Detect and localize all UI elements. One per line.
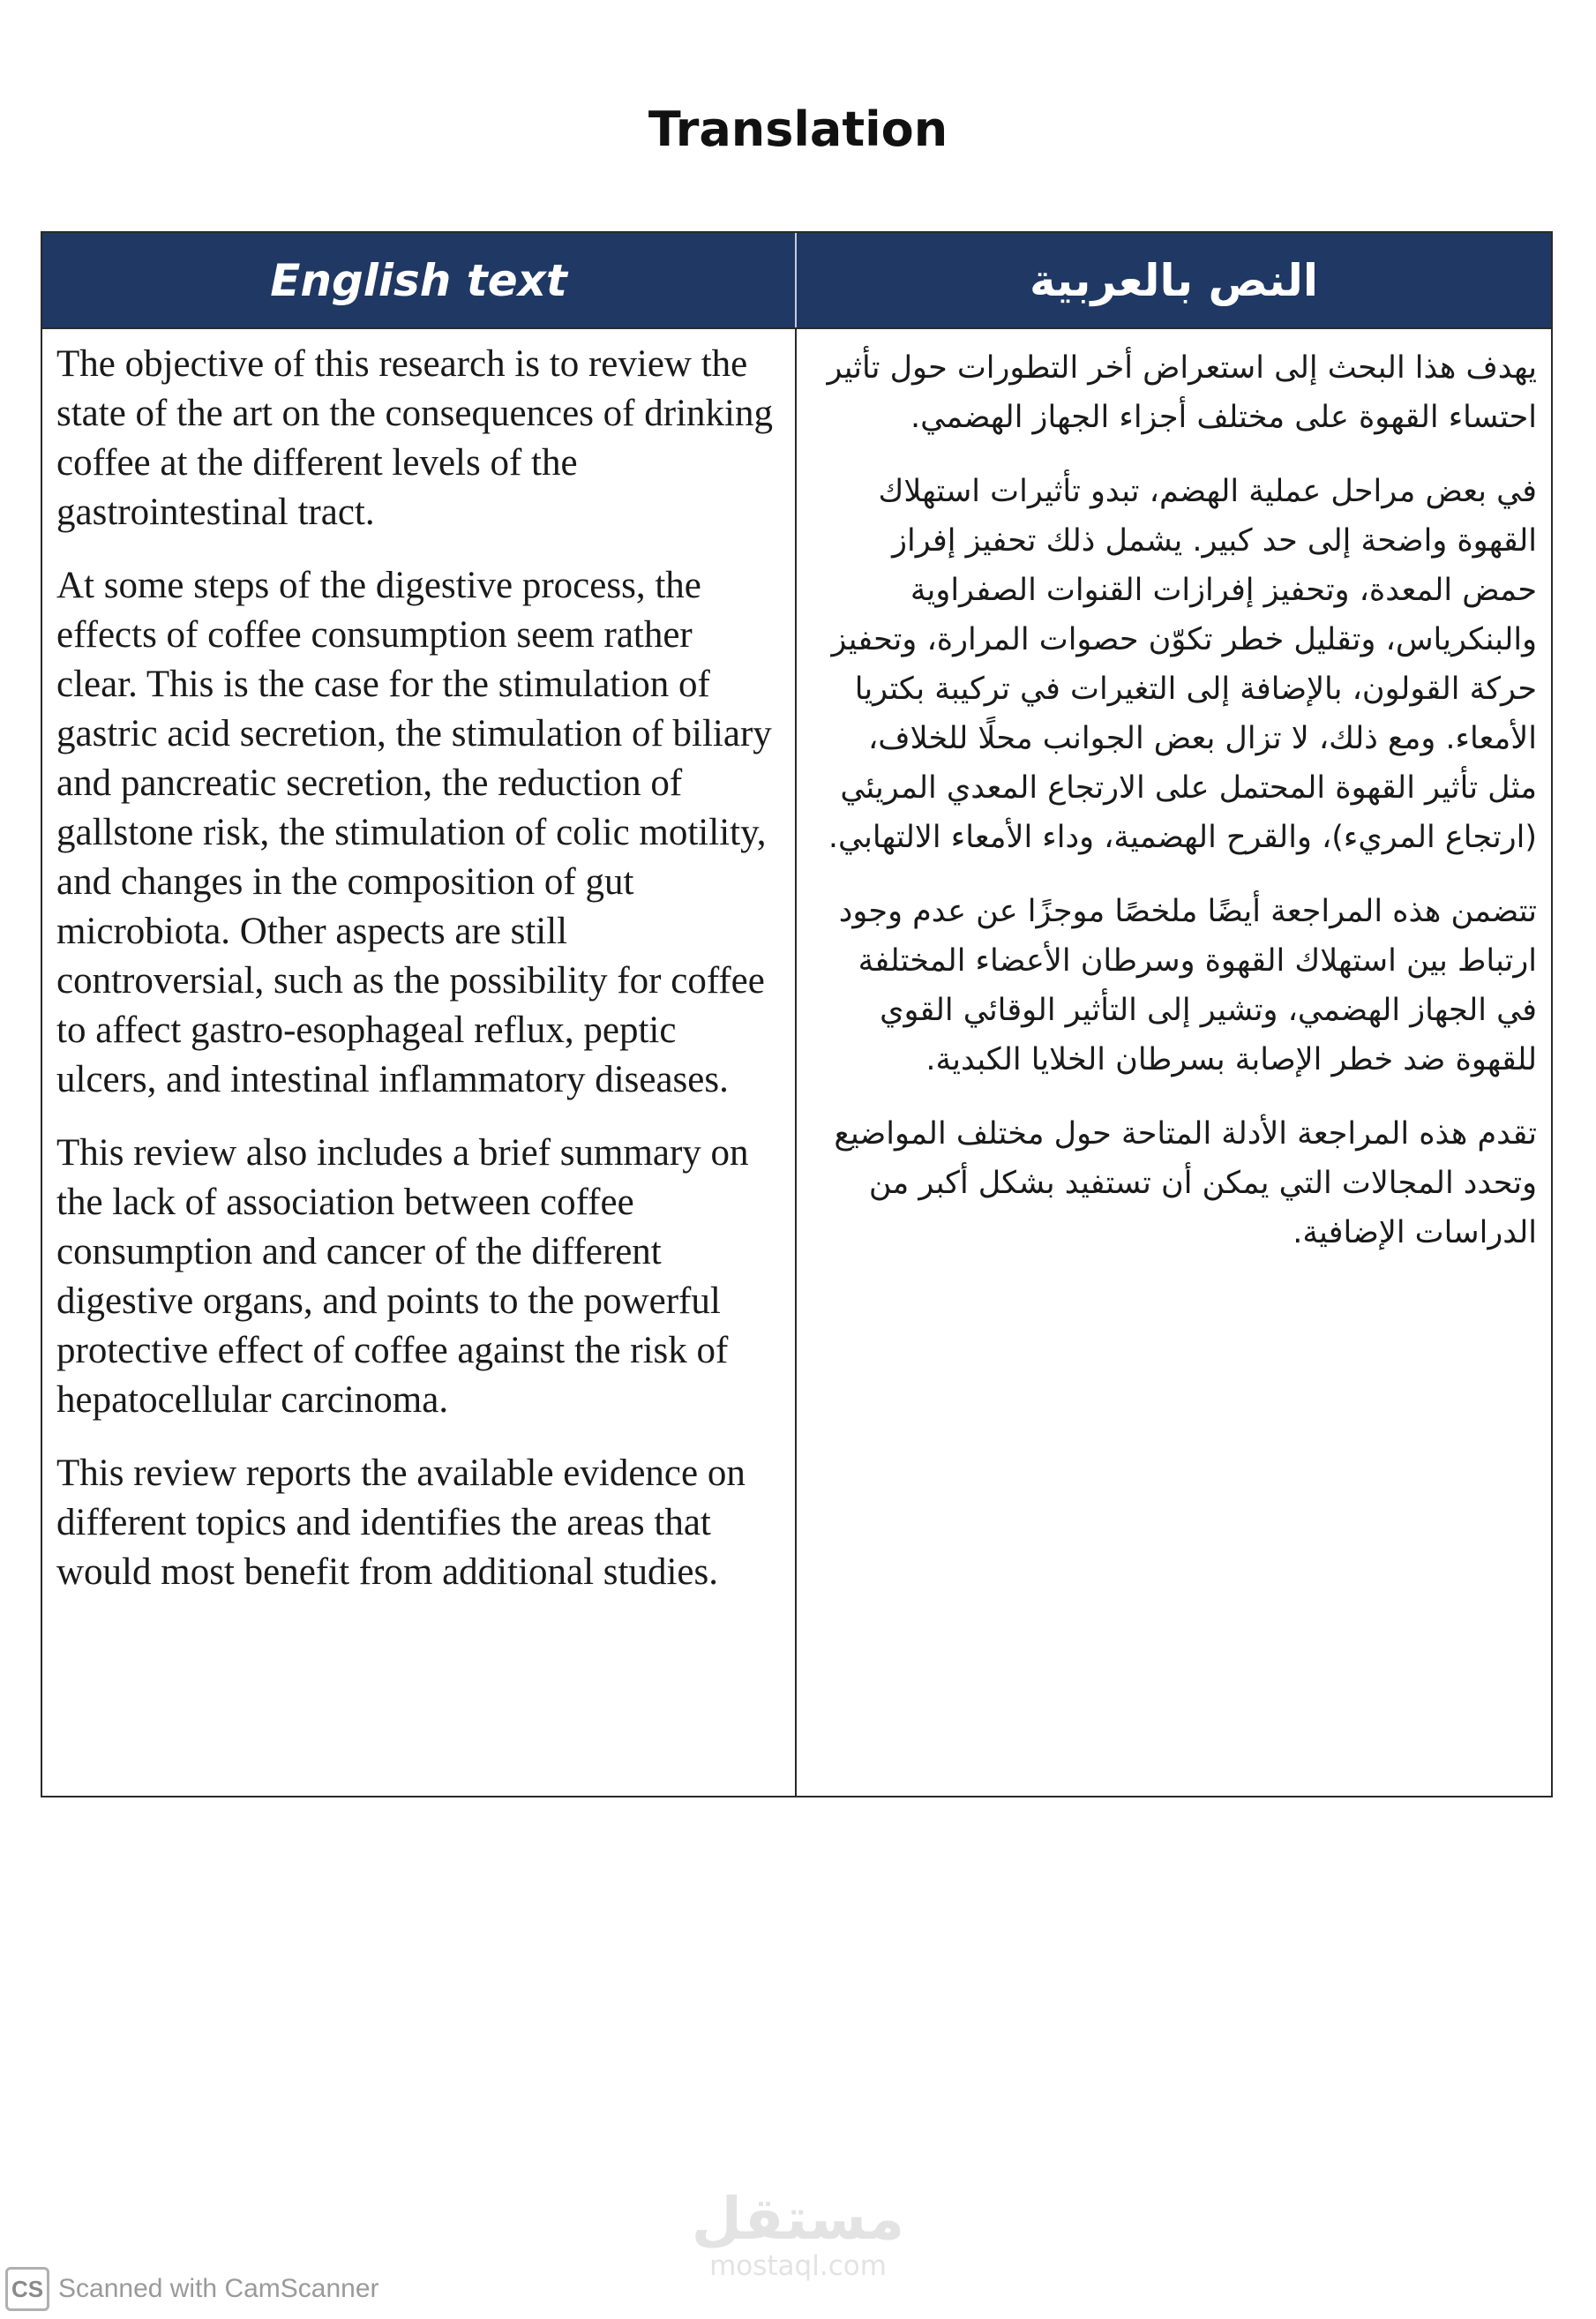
arabic-column-header: النص بالعربية <box>1029 254 1319 306</box>
camscanner-footer <box>5 2267 379 2311</box>
arabic-paragraph: يهدف هذا البحث إلى استعراض أخر التطورات حول تأثير احتساء القهوة على مختلف أجزاء الجهاز الهضمي. <box>827 350 1537 435</box>
english-paragraph: This review also includes a brief summary on the lack of association between coffee consumption and cancer of the different digestive organs, and points to the powerful protective effect of coffee against the risk of hepatocellular carcinoma. <box>56 1132 749 1421</box>
arabic-text-cell <box>797 329 1551 1796</box>
arabic-paragraph: تقدم هذه المراجعة الأدلة المتاحة حول مختلف المواضيع وتحدد المجالات التي يمكن أن تستفيد بشكل أكبر من الدراسات الإضافية. <box>834 1116 1537 1250</box>
arabic-paragraph: تتضمن هذه المراجعة أيضًا ملخصًا موجزًا عن عدم وجود ارتباط بين استهلاك القهوة وسرطان الأعضاء المختلفة في الجهاز الهضمي، وتشير إلى التأثير الوقائي القوي للقهوة ضد خطر الإصابة بسرطان الخلايا الكبدية. <box>838 894 1537 1077</box>
table-header-row <box>42 233 1551 327</box>
table-body-row <box>42 327 1551 1796</box>
watermark-arabic: مستقل <box>691 2185 905 2253</box>
camscanner-label: Scanned with CamScanner <box>58 2274 379 2303</box>
english-text-cell <box>42 329 797 1796</box>
watermark-url: mostaql.com <box>709 2250 887 2282</box>
english-paragraph: This review reports the available evidence on different topics and identifies the areas that would most benefit from additional studies. <box>56 1452 746 1593</box>
arabic-paragraph: في بعض مراحل عملية الهضم، تبدو تأثيرات استهلاك القهوة واضحة إلى حد كبير. يشمل ذلك تحفيز إفراز حمض المعدة، وتحفيز إفرازات القنوات الصفراوية والبنكرياس، وتقليل خطر تكوّن حصوات المرارة، وتحفيز حركة القولون، بالإضافة إلى التغيرات في تركيبة بكتريا الأمعاء. ومع ذلك، لا تزال بعض الجوانب محلًا للخلاف، مثل تأثير القهوة المحتمل على الارتجاع المعدي المريئي (ارتجاع المريء)، والقرح الهضمية، وداء الأمعاء الالتهابي. <box>828 474 1537 855</box>
english-column-header: English text <box>42 233 797 327</box>
translation-table <box>41 231 1553 1797</box>
english-paragraph: The objective of this research is to review the state of the art on the consequences of drinking coffee at the different levels of the gastrointestinal tract. <box>56 343 773 533</box>
page-title: Translation <box>648 101 948 157</box>
camscanner-logo-icon: CS <box>5 2267 49 2311</box>
english-paragraph: At some steps of the digestive process, the effects of coffee consumption seem rather clear. This is the case for the stimulation of gastric acid secretion, the stimulation of biliary and pancreatic secretion, the reduction of gallstone risk, the stimulation of colic motility, and changes in the composition of gut microbiota. Other aspects are still controversial, such as the possibility for coffee to affect gastro-esophageal reflux, peptic ulcers, and intestinal inflammatory diseases. <box>56 565 772 1100</box>
